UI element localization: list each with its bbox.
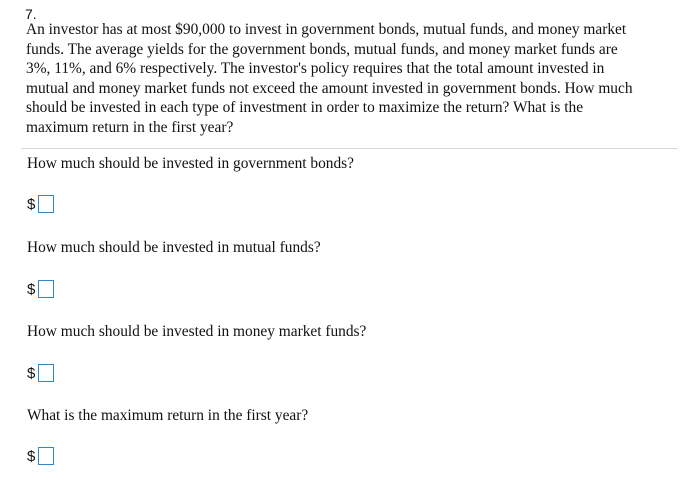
maximum-return-input[interactable] bbox=[38, 447, 54, 465]
divider bbox=[21, 148, 678, 149]
money-market-funds-input[interactable] bbox=[38, 364, 54, 382]
government-bonds-input[interactable] bbox=[38, 195, 54, 213]
dollar-sign: $ bbox=[27, 281, 36, 298]
dollar-sign: $ bbox=[27, 365, 36, 382]
mutual-funds-input[interactable] bbox=[38, 280, 54, 298]
problem-line: should be invested in each type of investment in order to maximize the return? What is the bbox=[26, 99, 584, 117]
problem-statement bbox=[26, 20, 678, 138]
problem-line: An investor has at most $90,000 to invest in government bonds, mutual funds, and money market bbox=[26, 21, 627, 38]
dollar-sign: $ bbox=[27, 448, 36, 465]
question-government-bonds: How much should be invested in government bonds? bbox=[27, 155, 354, 172]
problem-line: maximum return in the first year? bbox=[26, 118, 234, 136]
question-money-market-funds: How much should be invested in money market funds? bbox=[27, 323, 367, 340]
dollar-sign: $ bbox=[27, 196, 36, 213]
problem-line: 3%, 11%, and 6% respectively. The investor's policy requires that the total amount invested in bbox=[26, 60, 605, 78]
question-number: 7. bbox=[25, 6, 37, 22]
question-mutual-funds: How much should be invested in mutual funds? bbox=[27, 239, 321, 256]
question-maximum-return: What is the maximum return in the first year? bbox=[27, 407, 309, 424]
problem-line: mutual and money market funds not exceed the amount invested in government bonds. How much bbox=[26, 79, 633, 97]
problem-line: funds. The average yields for the government bonds, mutual funds, and money market funds are bbox=[26, 40, 618, 58]
